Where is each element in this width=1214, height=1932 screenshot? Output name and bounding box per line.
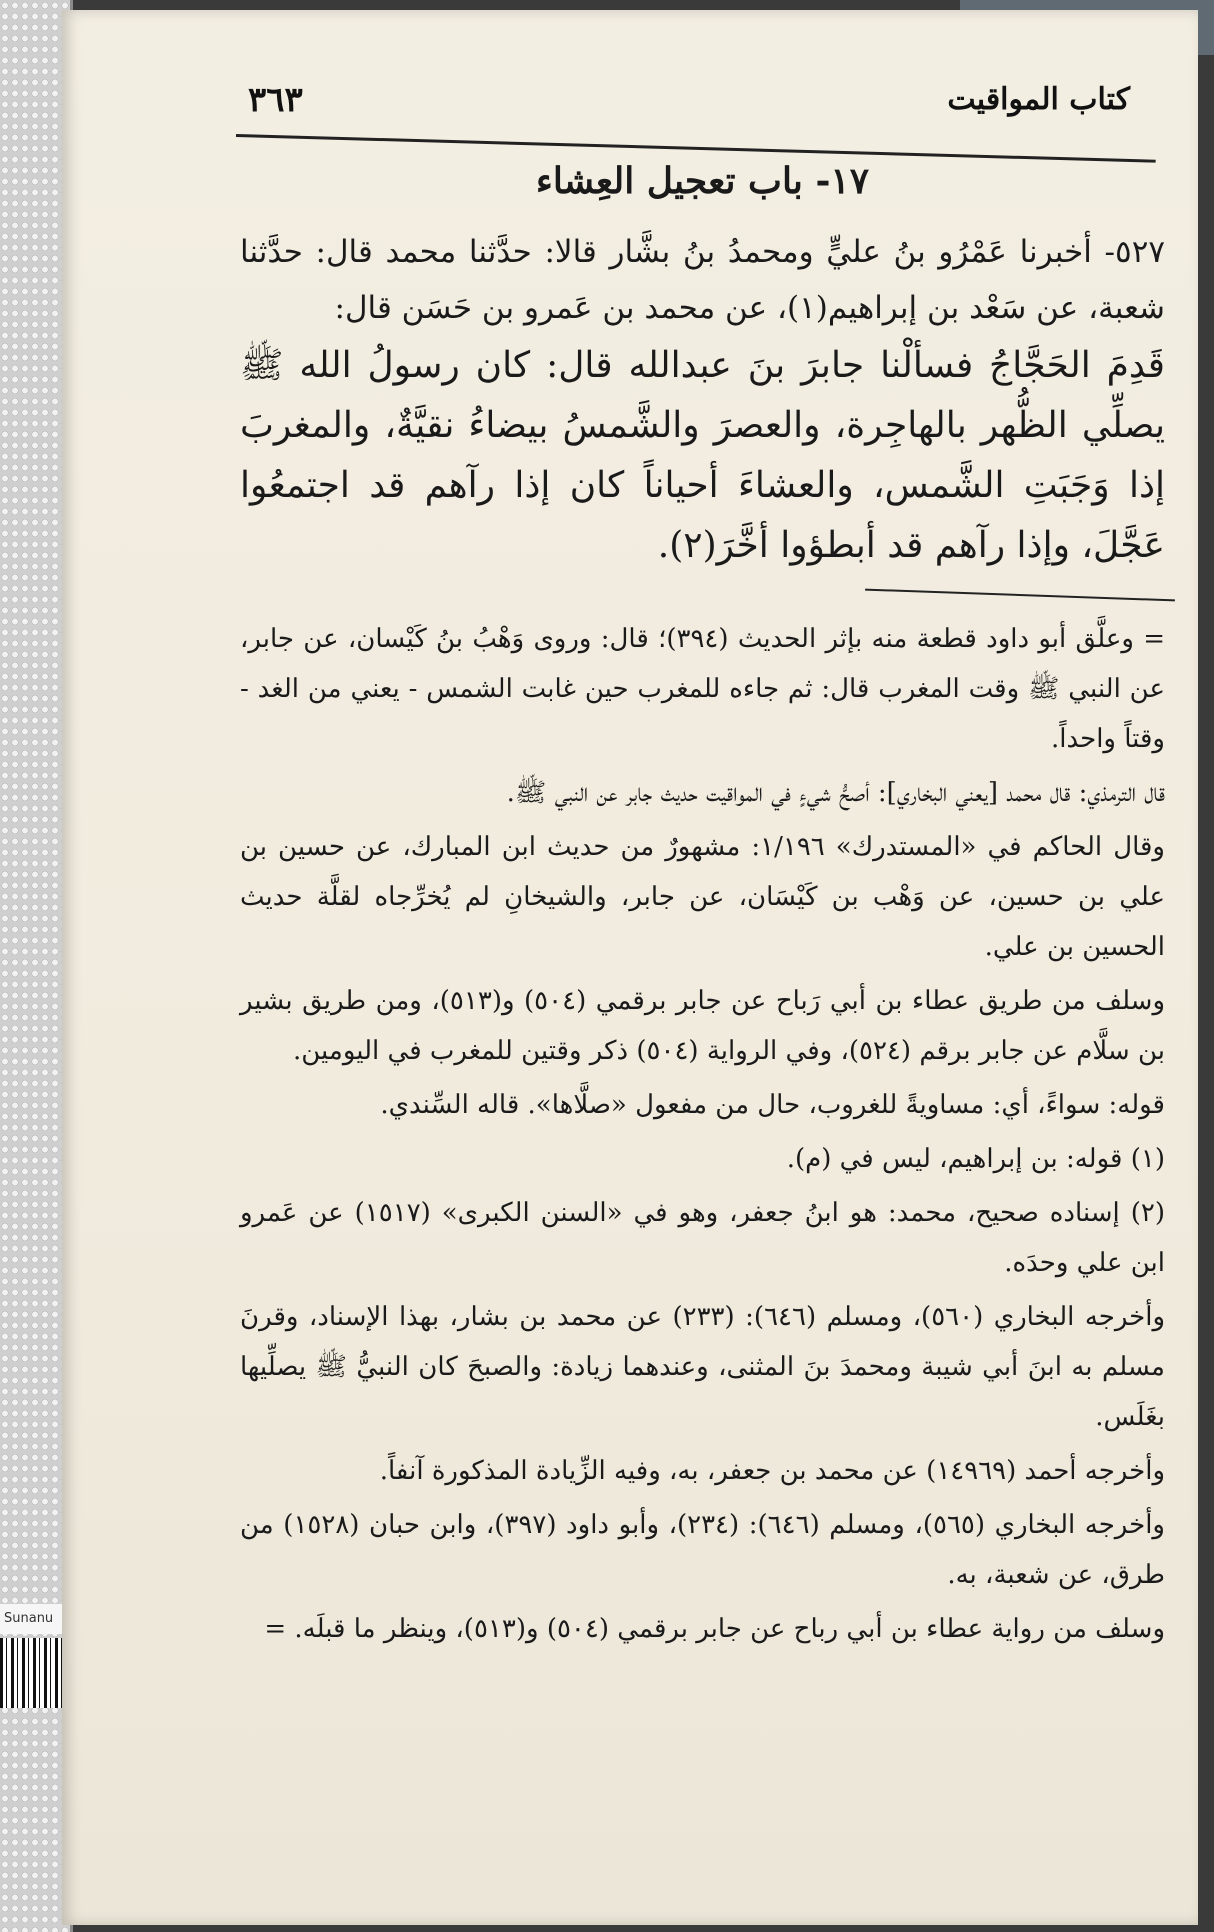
footnote-paragraph: قوله: سواءً، أي: مساويةً للغروب، حال من مفعول «صلَّاها». قاله السِّندي.	[380, 1090, 1165, 1120]
footnote-paragraph: وقال الحاكم في «المستدرك» ١/١٩٦: مشهورٌ من حديث ابن المبارك، عن حسين بن علي بن حسين، عن وَهْب بن كَيْسَان، عن جابر، والشيخانِ لم يُخرِّجاه لقلَّة حديث الحسين بن علي.	[240, 832, 1165, 962]
footnote-paragraph: وأخرجه البخاري (٥٦٥)، ومسلم (٦٤٦): (٢٣٤)، وأبو داود (٣٩٧)، وابن حبان (١٥٢٨) من طرق، عن شعبة، به.	[240, 1510, 1165, 1590]
running-title: كتاب المواقيت	[947, 82, 1130, 117]
footnote-paragraph: وسلف من رواية عطاء بن أبي رباح عن جابر برقمي (٥٠٤) و(٥١٣)، وينظر ما قبلَه. =	[264, 1614, 1165, 1644]
hadith-matn: قَدِمَ الحَجَّاجُ فسألْنا جابرَ بنَ عبدالله قال: كان رسولُ الله ﷺ يصلِّي الظُّهر بالهاجِرة، والعصرَ والشَّمسُ بيضاءُ نقيَّةٌ، والمغربَ إذا وَجَبَتِ الشَّمس، والعشاءَ أحياناً كان إذا رآهم قد اجتمعُوا عَجَّلَ، وإذا رآهم قد أبطؤوا أخَّرَ(٢).	[240, 345, 1165, 566]
footnote-paragraph: وأخرجه أحمد (١٤٩٦٩) عن محمد بن جعفر، به، وفيه الزِّيادة المذكورة آنفاً.	[379, 1456, 1165, 1486]
page-header	[170, 72, 1160, 142]
chapter-title: ١٧- باب تعجيل العِشاء	[535, 160, 870, 202]
footnote-paragraph: (٢) إسناده صحيح، محمد: هو ابنُ جعفر، وهو في «السنن الكبرى» (١٥١٧) عن عَمرو ابن علي وحدَه.	[240, 1198, 1165, 1278]
footnote-paragraph: (١) قوله: بن إبراهيم، ليس في (م).	[786, 1144, 1165, 1174]
page-number: ٣٦٣	[248, 80, 303, 120]
hadith-text	[240, 224, 1165, 576]
footnote-paragraph: وسلف من طريق عطاء بن أبي رَباح عن جابر برقمي (٥٠٤) و(٥١٣)، ومن طريق بشير بن سلَّام عن جابر برقم (٥٢٤)، وفي الرواية (٥٠٤) ذكر وقتين للمغرب في اليومين.	[240, 986, 1166, 1066]
footnotes	[240, 614, 1165, 1654]
footnote-paragraph: وأخرجه البخاري (٥٦٠)، ومسلم (٦٤٦): (٢٣٣) عن محمد بن بشار، بهذا الإسناد، وقرنَ مسلم به ابنَ أبي شيبة ومحمدَ بنَ المثنى، وعندهما زيادة: والصبحَ كان النبيُّ ﷺ يصلِّيها بغَلَس.	[240, 1302, 1166, 1432]
footnote-separator	[865, 589, 1175, 602]
footnote-paragraph: = وعلَّق أبو داود قطعة منه بإثر الحديث (٣٩٤)؛ قال: وروى وَهْبُ بنُ كَيْسان، عن جابر، عن النبي ﷺ وقت المغرب قال: ثم جاءه للمغرب حين غابت الشمس - يعني من الغد - وقتاً واحداً.	[240, 624, 1165, 754]
page-content	[240, 150, 1165, 1658]
hadith-isnad: ٥٢٧- أخبرنا عَمْرُو بنُ عليٍّ ومحمدُ بنُ بشَّار قالا: حدَّثنا محمد قال: حدَّثنا شعبة، عن سَعْد بن إبراهيم(١)، عن محمد بن عَمرو بن حَسَن قال:	[240, 234, 1165, 326]
footnote-paragraph: قال الترمذي: قال محمد [يعني البخاري]: أصحُّ شيءٍ في المواقيت حديث جابر عن النبي ﷺ.	[506, 778, 1165, 808]
barcode-image	[0, 1638, 66, 1708]
spine-label: Sunanu	[0, 1604, 66, 1634]
